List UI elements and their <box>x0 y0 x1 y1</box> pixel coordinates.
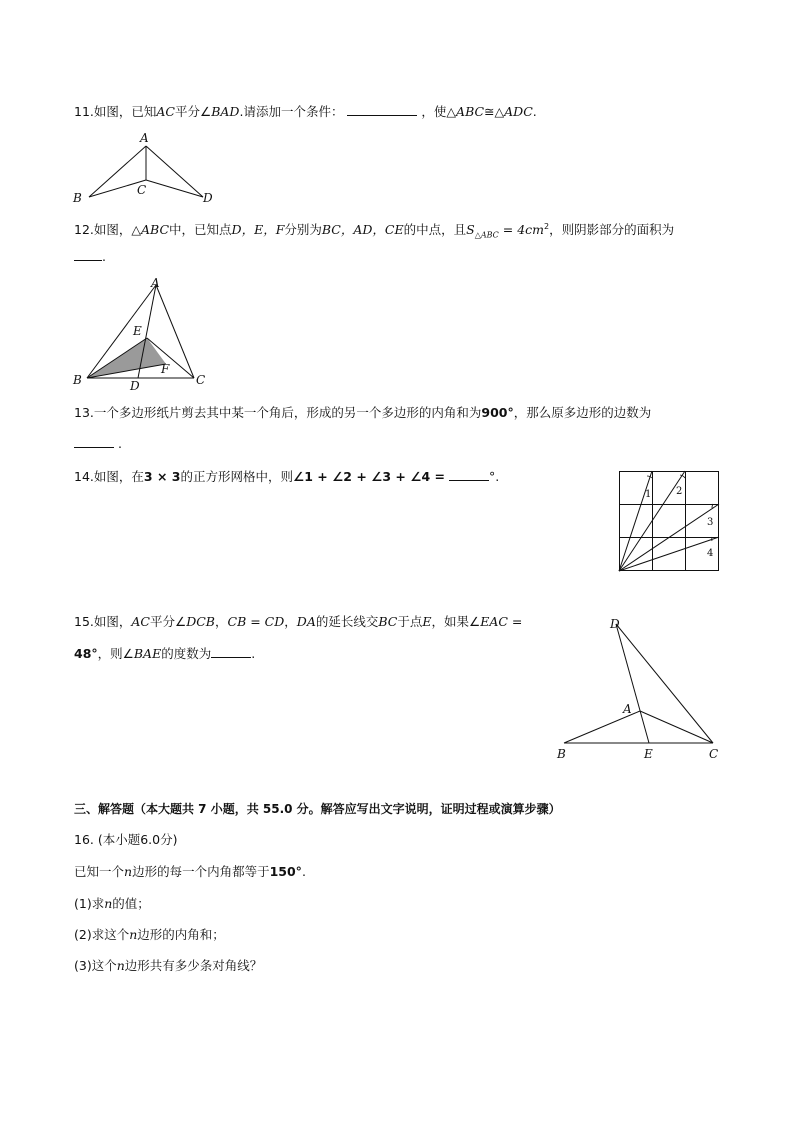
question-16-part-3: (3)这个n边形共有多少条对角线？ <box>74 958 263 973</box>
question-14: 14.如图，在3 × 3的正方形网格中，则∠1 + ∠2 + ∠3 + ∠4 = °. <box>74 469 500 484</box>
q12-label-e: E <box>133 324 142 338</box>
answer-blank-13[interactable] <box>74 435 114 448</box>
q12-label-d: D <box>130 379 140 393</box>
answer-blank-15[interactable] <box>211 645 251 658</box>
angle-label-2: 2 <box>676 486 683 497</box>
q11-label-a: A <box>140 131 149 145</box>
question-12: 12.如图，△ABC中，已知点D，E，F分别为BC，AD，CE的中点，且$S_{\triangle ABC} = 4cm^2$，则阴影部分的面积为 <box>74 222 675 240</box>
answer-blank-12[interactable] <box>74 248 102 261</box>
question-12-cont: . <box>74 248 106 266</box>
q15-label-b: B <box>557 747 566 761</box>
section-3-heading: 三、解答题（本大题共 7 小题，共 55.0 分。解答应写出文字说明，证明过程或演算步骤） <box>74 802 561 816</box>
q11-label-c: C <box>137 183 147 197</box>
q15-label-c: C <box>709 747 719 761</box>
figure-q12 <box>70 276 220 392</box>
figure-q11 <box>70 128 220 206</box>
question-16-stem: 已知一个n边形的每一个内角都等于150°. <box>74 864 306 879</box>
figure-q14-grid <box>619 471 719 572</box>
answer-blank-11[interactable] <box>347 103 417 116</box>
q12-label-f: F <box>161 362 170 376</box>
q15-label-a: A <box>623 702 632 716</box>
question-13-cont: . <box>74 435 122 453</box>
question-16-part-2: (2)求这个n边形的内角和； <box>74 927 225 942</box>
answer-blank-14[interactable] <box>449 468 489 481</box>
angle-label-4: 4 <box>707 548 714 559</box>
question-16-title: 16. (本小题6.0分) <box>74 832 178 847</box>
question-16-part-1: (1)求n的值； <box>74 896 150 911</box>
q15-label-e: E <box>644 747 653 761</box>
q12-label-b: B <box>73 373 82 387</box>
q12-label-c: C <box>196 373 206 387</box>
angle-label-3: 3 <box>707 517 714 528</box>
question-15-cont: 48°，则∠BAE的度数为 . <box>74 646 256 661</box>
question-11: 11.如图，已知AC平分∠BAD.请添加一个条件： ，使△ABC≅△ADC. <box>74 104 537 119</box>
question-13: 13.一个多边形纸片剪去其中某一个角后，形成的另一个多边形的内角和为900°，那么原多边形的边数为 <box>74 405 652 420</box>
question-15: 15.如图，AC平分∠DCB，CB = CD，DA的延长线交BC于点E，如果∠EAC = <box>74 614 523 629</box>
q15-label-d: D <box>610 617 620 631</box>
q11-label-d: D <box>203 191 213 205</box>
figure-q15 <box>552 612 732 762</box>
angle-label-1: 1 <box>645 489 652 500</box>
q12-label-a: A <box>151 276 160 290</box>
q11-label-b: B <box>73 191 82 205</box>
